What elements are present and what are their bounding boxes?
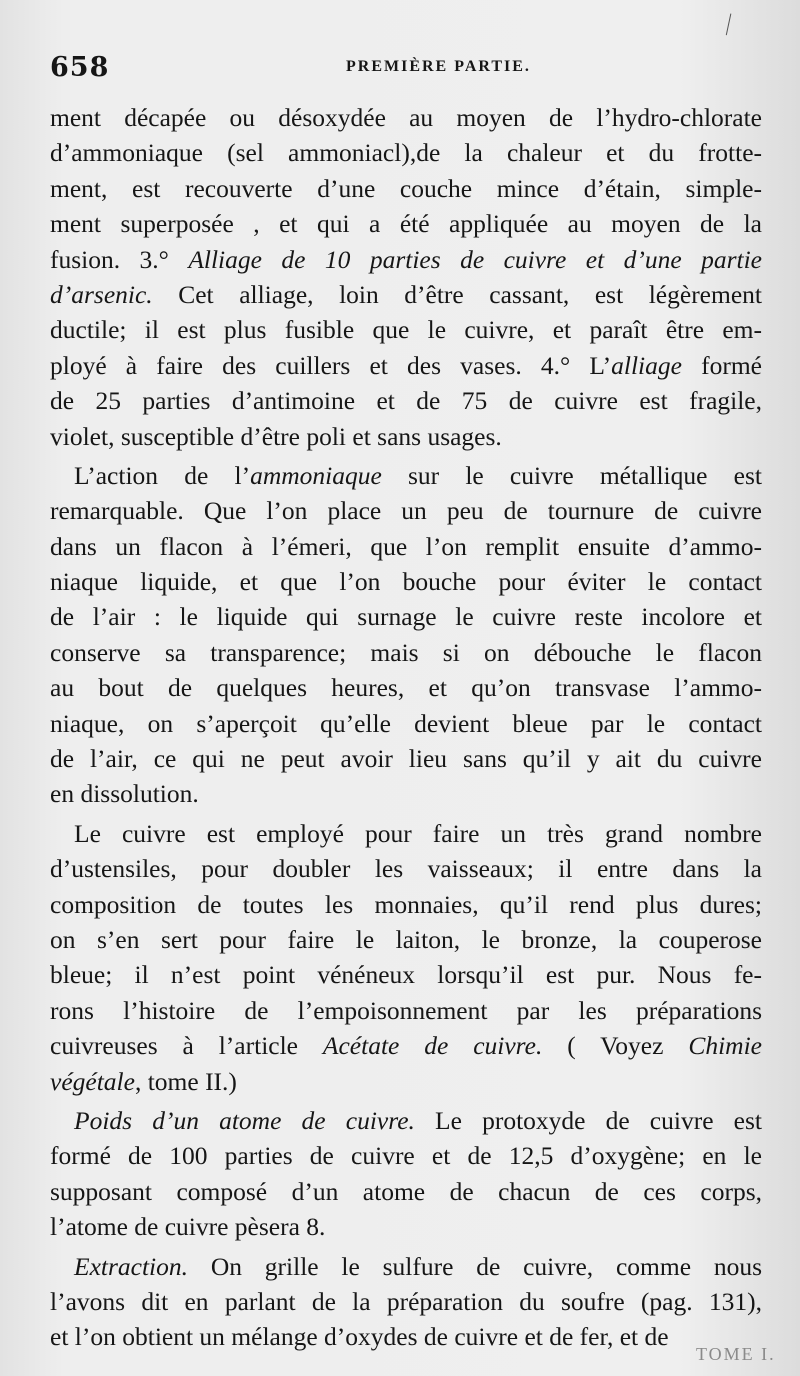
text-run: fusion. 3.° [50, 244, 189, 274]
text-line [50, 458, 762, 493]
text-run: de l’air, ce qui ne peut avoir lieu sans qu’il y ait du cuivre [50, 744, 762, 774]
text-run: composition de toutes les monnaies, qu’il rend plus dures; [50, 889, 762, 919]
text-run: ductile; il est plus fusible que le cuivre, et paraît être em- [50, 315, 762, 345]
text-line [50, 100, 762, 135]
text-line [50, 635, 762, 670]
text-run: bleue; il n’est point vénéneux lorsqu’il est pur. Nous fe- [50, 960, 762, 990]
text-line [50, 493, 762, 528]
text-run: ment superposée , et qui a été appliquée au moyen de la [50, 209, 762, 239]
text-run: Le protoxyde de cuivre est [414, 1105, 762, 1135]
italic-text: alliage [611, 350, 682, 380]
italic-text: Acétate de cuivre. [322, 1031, 543, 1061]
text-run: on s’en sert pour faire le laiton, le bronze, la couperose [50, 924, 762, 954]
italic-text: Chimie [688, 1031, 762, 1061]
text-line [50, 816, 762, 851]
running-head: PREMIÈRE PARTIE. [346, 58, 531, 75]
text-line [50, 887, 762, 922]
italic-text: ammoniaque [250, 460, 382, 490]
page-number: 658 [50, 52, 110, 83]
paragraph [50, 458, 762, 812]
text-line [50, 1284, 762, 1319]
text-line [50, 419, 762, 454]
paragraph [50, 1249, 762, 1355]
signature-mark: TOME I. [696, 1344, 776, 1364]
text-line [50, 776, 762, 811]
text-line [50, 135, 762, 170]
italic-text: Alliage de 10 parties de cuivre et d’une partie [188, 244, 762, 274]
text-line [50, 922, 762, 957]
text-line [50, 242, 762, 277]
text-line [50, 1174, 762, 1209]
text-run: et l’on obtient un mélange d’oxydes de cuivre et de fer, et de [50, 1322, 669, 1352]
text-line [50, 1103, 762, 1138]
text-line [50, 1028, 762, 1063]
text-run: rons l’histoire de l’empoisonnement par les préparations [50, 995, 762, 1025]
text-line [50, 383, 762, 418]
text-run: en dissolution. [50, 779, 199, 809]
text-line [50, 529, 762, 564]
italic-text: Poids d’un atome de cuivre. [74, 1105, 415, 1135]
paragraph [50, 100, 762, 454]
paragraph [50, 816, 762, 1099]
text-run: de 25 parties d’antimoine et de 75 de cuivre est fragile, [50, 386, 762, 416]
text-run: d’ammoniaque (sel ammoniacl),de la chaleur et du frotte- [50, 138, 762, 168]
text-line [50, 741, 762, 776]
text-run: dans un flacon à l’émeri, que l’on remplit ensuite d’ammo- [50, 531, 762, 561]
text-line [50, 564, 762, 599]
text-line [50, 1138, 762, 1173]
text-run: remarquable. Que l’on place un peu de tournure de cuivre [50, 496, 762, 526]
text-run: cuivreuses à l’article [50, 1031, 323, 1061]
text-line [50, 957, 762, 992]
text-line [50, 706, 762, 741]
text-line [50, 348, 762, 383]
italic-text: végétale [50, 1066, 135, 1096]
text-run: au bout de quelques heures, et qu’on transvase l’ammo- [50, 673, 762, 703]
text-run: d’ustensiles, pour doubler les vaisseaux; il entre dans la [50, 854, 762, 884]
text-line [50, 1319, 762, 1354]
text-line [50, 993, 762, 1028]
text-run: , tome II.) [134, 1066, 237, 1096]
text-run: de l’air : le liquide qui surnage le cuivre reste incolore et [50, 602, 762, 632]
text-run: supposant composé d’un atome de chacun de ces corps, [50, 1176, 762, 1206]
text-run: niaque liquide, et que l’on bouche pour éviter le contact [50, 567, 762, 597]
text-line [50, 851, 762, 886]
pencil-mark [726, 14, 737, 37]
text-line [50, 1209, 762, 1244]
text-run: Le cuivre est employé pour faire un très grand nombre [74, 818, 762, 848]
body-text [50, 100, 762, 1355]
text-run: niaque, on s’aperçoit qu’elle devient bleue par le contact [50, 708, 762, 738]
text-line [50, 171, 762, 206]
text-line [50, 277, 762, 312]
text-line [50, 206, 762, 241]
text-run: ment décapée ou désoxydée au moyen de l’hydro-chlorate [50, 103, 762, 132]
text-run: L’action de l’ [74, 460, 251, 490]
page-header [50, 52, 756, 92]
text-run: ployé à faire des cuillers et des vases. 4.° L’ [50, 350, 612, 380]
text-run: On grille le sulfure de cuivre, comme nous [188, 1251, 762, 1281]
text-run: ment, est recouverte d’une couche mince d’étain, simple- [50, 173, 762, 203]
text-run: Cet alliage, loin d’être cassant, est légèrement [152, 279, 762, 309]
text-run: l’avons dit en parlant de la préparation du soufre (pag. 131), [50, 1286, 762, 1316]
text-run: ( Voyez [542, 1031, 689, 1061]
text-line [50, 1064, 762, 1099]
text-run: l’atome de cuivre pèsera 8. [50, 1212, 326, 1242]
italic-text: d’arsenic. [50, 279, 153, 309]
text-run: formé de 100 parties de cuivre et de 12,5 d’oxygène; en le [50, 1141, 762, 1171]
italic-text: Extraction. [74, 1251, 189, 1281]
text-run: violet, susceptible d’être poli et sans usages. [50, 421, 502, 451]
text-line [50, 599, 762, 634]
paragraph [50, 1103, 762, 1245]
text-line [50, 1249, 762, 1284]
text-run: formé [681, 350, 763, 380]
text-run: sur le cuivre métallique est [381, 460, 762, 490]
text-run: conserve sa transparence; mais si on débouche le flacon [50, 637, 762, 667]
text-line [50, 670, 762, 705]
text-line [50, 312, 762, 347]
